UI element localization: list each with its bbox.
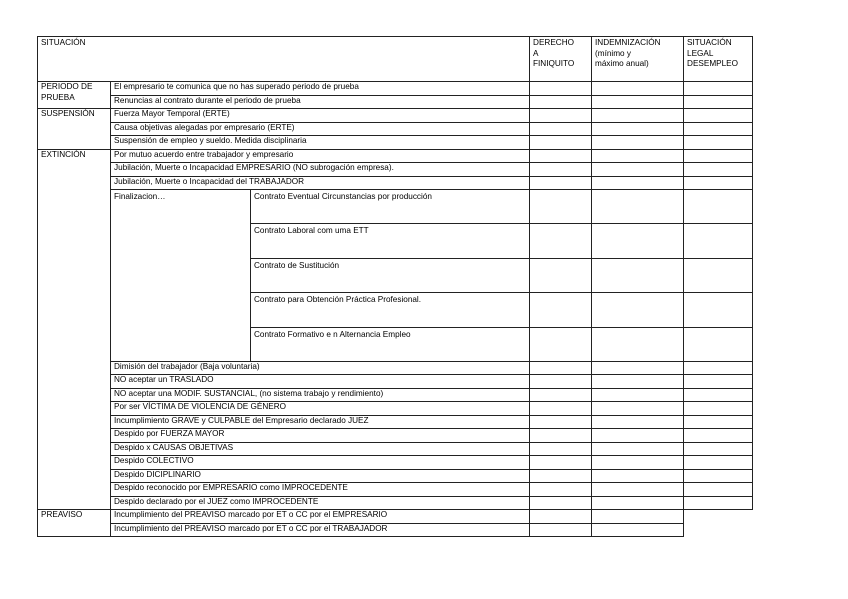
derecho-cell — [530, 82, 592, 96]
situation-cell: Despido declarado por el JUEZ como IMPROCEDENTE — [111, 496, 530, 510]
desempleo-cell — [684, 483, 753, 497]
contrato-cell: Contrato para Obtención Práctica Profesional. — [251, 293, 530, 327]
desempleo-cell — [684, 224, 753, 258]
table-row — [38, 82, 753, 96]
desempleo-cell — [684, 429, 753, 443]
table-row — [38, 95, 753, 109]
header-derecho-finiquito: DERECHO A FINIQUITO — [530, 37, 592, 82]
table-row — [38, 190, 753, 224]
indemnizacion-cell — [592, 402, 684, 416]
situation-cell: Incumplimiento del PREAVISO marcado por ET o CC por el TRABAJADOR — [111, 523, 530, 537]
indemnizacion-cell — [592, 469, 684, 483]
derecho-cell — [530, 510, 592, 524]
desempleo-cell — [684, 442, 753, 456]
desempleo-cell — [684, 109, 753, 123]
contrato-cell: Contrato de Sustitución — [251, 258, 530, 292]
situation-cell: Por ser VÍCTIMA DE VIOLENCIA DE GÉNERO — [111, 402, 530, 416]
contrato-cell: Contrato Laboral com uma ETT — [251, 224, 530, 258]
derecho-cell — [530, 483, 592, 497]
desempleo-cell — [684, 136, 753, 150]
derecho-cell — [530, 361, 592, 375]
group-label-preaviso: PREAVISO — [38, 510, 111, 537]
table-row — [38, 415, 753, 429]
table-row — [38, 469, 753, 483]
indemnizacion-cell — [592, 82, 684, 96]
table-row — [38, 163, 753, 177]
indemnizacion-cell — [592, 149, 684, 163]
table-row — [38, 429, 753, 443]
situation-cell: Jubilación, Muerte o Incapacidad del TRABAJADOR — [111, 176, 530, 190]
situation-cell: Incumplimiento del PREAVISO marcado por ET o CC por el EMPRESARIO — [111, 510, 530, 524]
desempleo-cell — [684, 415, 753, 429]
situation-cell: Despido reconocido por EMPRESARIO como IMPROCEDENTE — [111, 483, 530, 497]
indemnizacion-cell — [592, 442, 684, 456]
derecho-cell — [530, 415, 592, 429]
desempleo-cell — [684, 402, 753, 416]
situation-cell: Jubilación, Muerte o Incapacidad EMPRESARIO (NO subrogación empresa). — [111, 163, 530, 177]
group-label-extincion: EXTINCIÓN — [38, 149, 111, 510]
derecho-cell — [530, 442, 592, 456]
derecho-cell — [530, 469, 592, 483]
derecho-cell — [530, 456, 592, 470]
situation-cell: Despido x CAUSAS OBJETIVAS — [111, 442, 530, 456]
table-row — [38, 483, 753, 497]
header-situacion: SITUACIÓN — [38, 37, 530, 82]
indemnizacion-cell — [592, 190, 684, 224]
situation-cell: El empresario te comunica que no has superado periodo de prueba — [111, 82, 530, 96]
indemnizacion-cell — [592, 95, 684, 109]
indemnizacion-cell — [592, 483, 684, 497]
desempleo-cell — [684, 361, 753, 375]
contrato-cell: Contrato Formativo e n Alternancia Empleo — [251, 327, 530, 361]
desempleo-cell — [684, 82, 753, 96]
derecho-cell — [530, 327, 592, 361]
table-row — [38, 442, 753, 456]
indemnizacion-cell — [592, 388, 684, 402]
situation-cell: Por mutuo acuerdo entre trabajador y empresario — [111, 149, 530, 163]
table-row — [38, 375, 753, 389]
indemnizacion-cell — [592, 496, 684, 510]
derecho-cell — [530, 95, 592, 109]
derecho-cell — [530, 176, 592, 190]
derecho-cell — [530, 224, 592, 258]
situation-cell: Incumplimiento GRAVE y CULPABLE del Empresario declarado JUEZ — [111, 415, 530, 429]
situation-cell: Fuerza Mayor Temporal (ERTE) — [111, 109, 530, 123]
situation-cell: Causa objetivas alegadas por empresario (ERTE) — [111, 122, 530, 136]
header-situacion-legal: SITUACIÓN LEGAL DESEMPLEO — [684, 37, 753, 82]
indemnizacion-cell — [592, 429, 684, 443]
derecho-cell — [530, 149, 592, 163]
desempleo-cell — [684, 95, 753, 109]
indemnizacion-cell — [592, 136, 684, 150]
situation-cell: Dimisión del trabajador (Baja voluntaria) — [111, 361, 530, 375]
derecho-cell — [530, 402, 592, 416]
empty-cell — [684, 523, 753, 537]
situation-cell: Despido por FUERZA MAYOR — [111, 429, 530, 443]
table-row — [38, 122, 753, 136]
finalizacion-label: Finalizacion… — [111, 190, 251, 362]
desempleo-cell — [684, 190, 753, 224]
indemnizacion-cell — [592, 523, 684, 537]
desempleo-cell — [684, 469, 753, 483]
derecho-cell — [530, 429, 592, 443]
derecho-cell — [530, 109, 592, 123]
group-label-periodo: PERIODO DE PRUEBA — [38, 82, 111, 109]
indemnizacion-cell — [592, 293, 684, 327]
table-row — [38, 361, 753, 375]
desempleo-cell — [684, 327, 753, 361]
indemnizacion-cell — [592, 163, 684, 177]
table-row — [38, 149, 753, 163]
situation-cell: NO aceptar una MODIF. SUSTANCIAL, (no sistema trabajo y rendimiento) — [111, 388, 530, 402]
derecho-cell — [530, 375, 592, 389]
derecho-cell — [530, 190, 592, 224]
table-row — [38, 388, 753, 402]
situation-cell: Despido DICIPLINARIO — [111, 469, 530, 483]
indemnizacion-cell — [592, 258, 684, 292]
derecho-cell — [530, 258, 592, 292]
desempleo-cell — [684, 388, 753, 402]
header-row — [38, 37, 753, 82]
situation-cell: Despido COLECTIVO — [111, 456, 530, 470]
table-row — [38, 109, 753, 123]
desempleo-cell — [684, 496, 753, 510]
derecho-cell — [530, 122, 592, 136]
situation-cell: NO aceptar un TRASLADO — [111, 375, 530, 389]
indemnizacion-cell — [592, 327, 684, 361]
situation-cell: Renuncias al contrato durante el periodo de prueba — [111, 95, 530, 109]
derecho-cell — [530, 523, 592, 537]
derecho-cell — [530, 136, 592, 150]
indemnizacion-cell — [592, 375, 684, 389]
table-row — [38, 523, 753, 537]
table-row — [38, 176, 753, 190]
desempleo-cell — [684, 149, 753, 163]
indemnizacion-cell — [592, 109, 684, 123]
indemnizacion-cell — [592, 122, 684, 136]
desempleo-cell — [684, 163, 753, 177]
indemnizacion-cell — [592, 510, 684, 524]
group-label-suspension: SUSPENSIÓN — [38, 109, 111, 150]
derecho-cell — [530, 163, 592, 177]
situations-table — [37, 36, 753, 537]
table-row — [38, 510, 753, 524]
derecho-cell — [530, 388, 592, 402]
desempleo-cell — [684, 176, 753, 190]
indemnizacion-cell — [592, 176, 684, 190]
indemnizacion-cell — [592, 415, 684, 429]
table-row — [38, 402, 753, 416]
desempleo-cell — [684, 258, 753, 292]
desempleo-cell — [684, 456, 753, 470]
indemnizacion-cell — [592, 224, 684, 258]
contrato-cell: Contrato Eventual Circunstancias por producción — [251, 190, 530, 224]
situation-cell: Suspensión de empleo y sueldo. Medida disciplinaria — [111, 136, 530, 150]
table-row — [38, 136, 753, 150]
empty-cell — [684, 510, 753, 524]
table-row — [38, 496, 753, 510]
indemnizacion-cell — [592, 456, 684, 470]
desempleo-cell — [684, 122, 753, 136]
header-indemnizacion: INDEMNIZACIÓN (mínimo y máximo anual) — [592, 37, 684, 82]
derecho-cell — [530, 496, 592, 510]
table-row — [38, 456, 753, 470]
desempleo-cell — [684, 293, 753, 327]
indemnizacion-cell — [592, 361, 684, 375]
derecho-cell — [530, 293, 592, 327]
desempleo-cell — [684, 375, 753, 389]
